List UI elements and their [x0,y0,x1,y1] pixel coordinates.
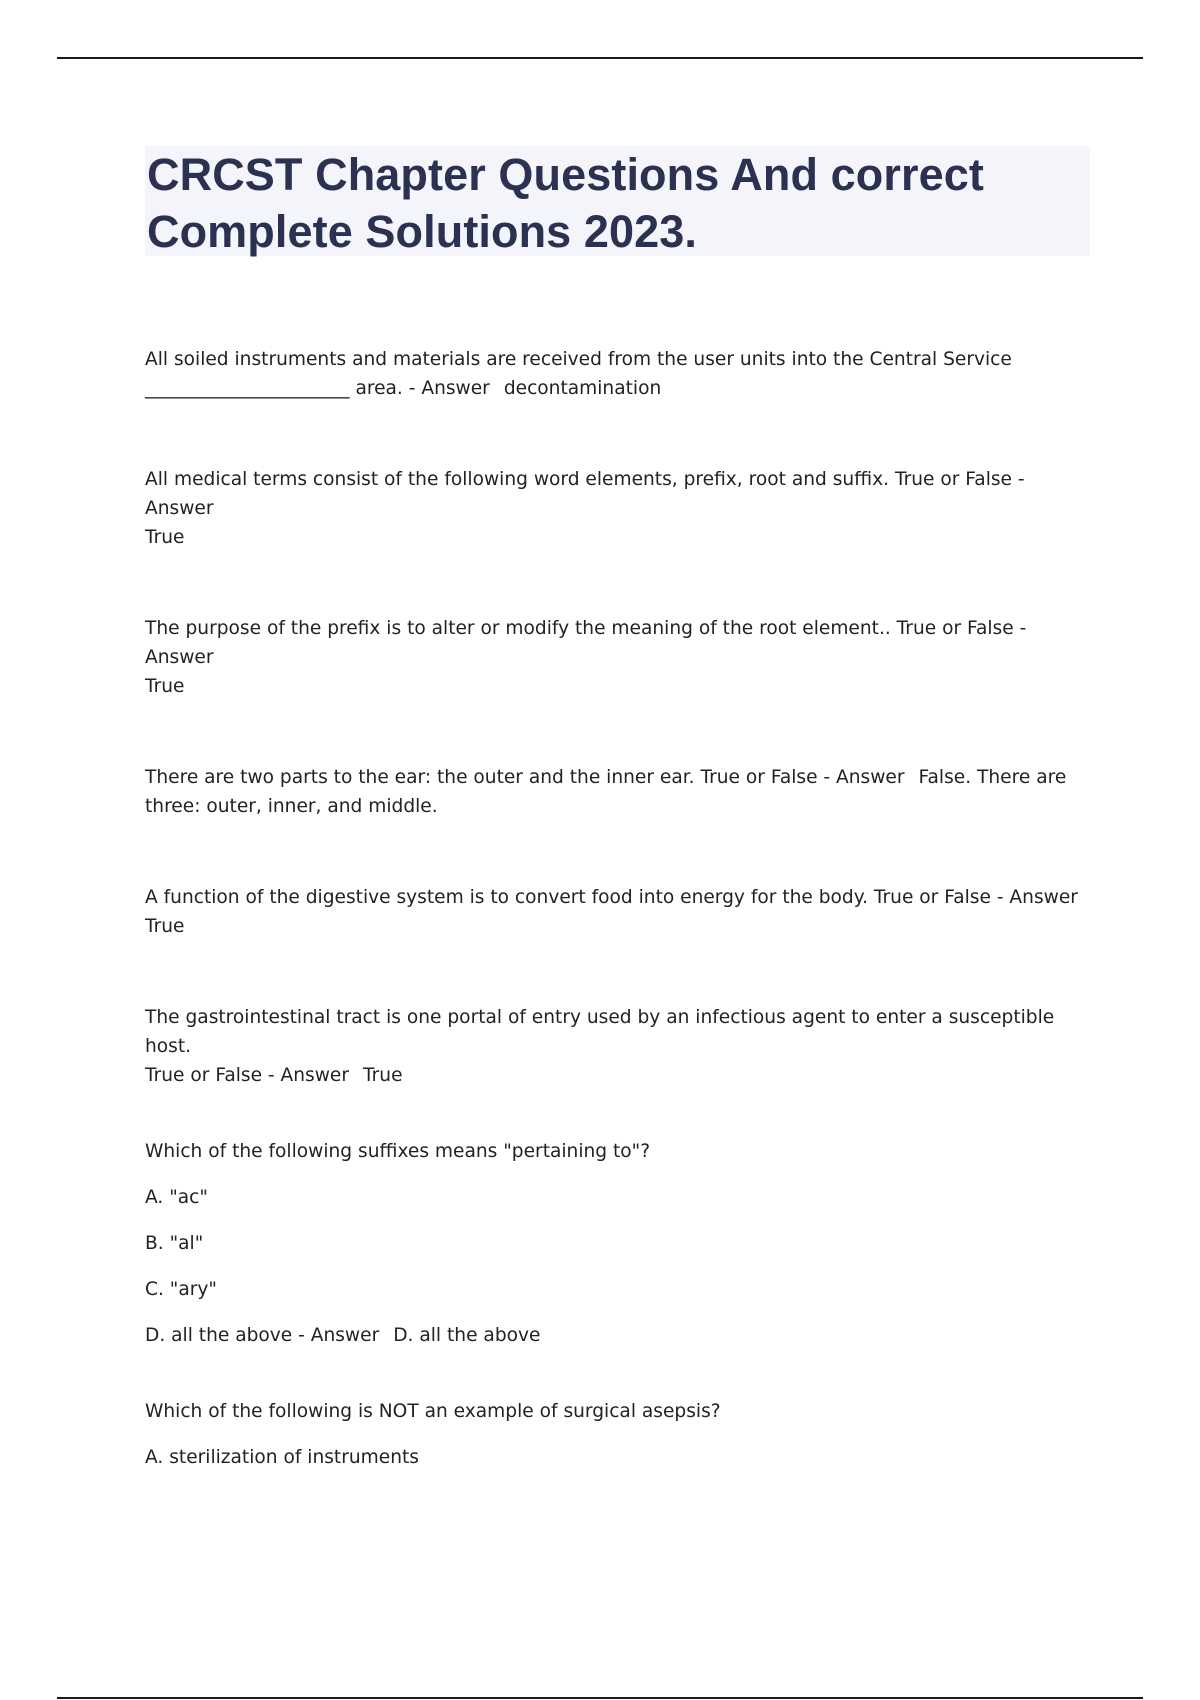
qa-item [145,614,1090,701]
answer-text: True [145,527,185,548]
bottom-rule [57,1697,1143,1699]
question-text-tail: ______________________ area. - Answer [145,378,490,399]
title-banner [145,146,1090,256]
option-a: A. "ac" [145,1187,208,1208]
qa-list [145,345,1090,1472]
question-text-head: There are two parts to the ear: the outer and the inner ear. True or False - Answer [145,767,905,788]
qa-item [145,1397,1090,1472]
answer-text: True [363,1065,403,1086]
answer-text: decontamination [503,378,662,399]
document-title: CRCST Chapter Questions And correct Complete Solutions 2023. [147,149,984,257]
question-text: All medical terms consist of the following word elements, prefix, root and suffix. True or False - Answer [145,469,1025,519]
question-text: All soiled instruments and materials are received from the user units into the Central Service [145,349,1012,370]
answer-text: False. There are [918,767,1067,788]
answer-text: True [145,676,185,697]
answer-text: D. all the above [393,1325,541,1346]
qa-item [145,345,1090,403]
option-d-text: D. all the above - Answer [145,1325,380,1346]
question-text [145,763,1090,792]
question-text-continued [145,374,1090,403]
question-text: The gastrointestinal tract is one portal of entry used by an infectious agent to enter a susceptible host. [145,1007,1055,1057]
question-text-tail: True or False - Answer [145,1065,350,1086]
qa-item [145,763,1090,821]
option-a: A. sterilization of instruments [145,1447,419,1468]
question-text: A function of the digestive system is to convert food into energy for the body. True or False - Answer [145,887,1078,908]
option-c: C. "ary" [145,1279,217,1300]
qa-item [145,1137,1090,1350]
answer-text: True [145,916,185,937]
qa-item [145,883,1090,941]
question-text-continued [145,1061,1090,1090]
top-rule [57,57,1143,59]
qa-item [145,1003,1090,1090]
question-text: Which of the following suffixes means "pertaining to"? [145,1141,651,1162]
question-text: Which of the following is NOT an example of surgical asepsis? [145,1401,721,1422]
qa-item [145,465,1090,552]
question-text: The purpose of the prefix is to alter or modify the meaning of the root element.. True or False - Answer [145,618,1027,668]
option-b: B. "al" [145,1233,204,1254]
answer-text-continued: three: outer, inner, and middle. [145,796,438,817]
option-d [145,1321,1090,1350]
